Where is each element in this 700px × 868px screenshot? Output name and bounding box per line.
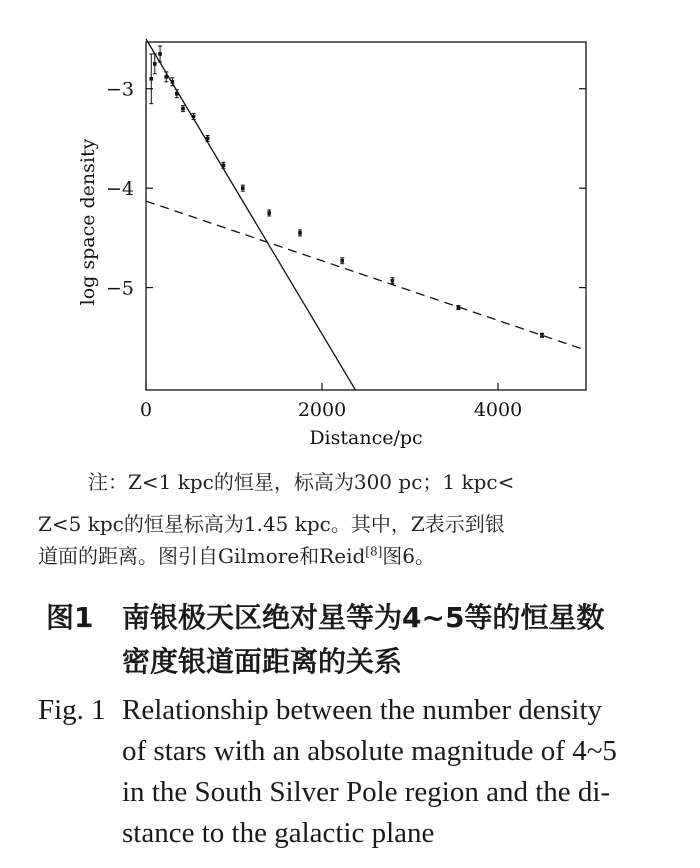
reference-mark: [8]: [365, 544, 383, 559]
caption-en-line-4: stance to the galactic plane: [122, 817, 435, 849]
x-axis-label: Distance/pc: [309, 427, 423, 449]
figure-note-line-1: 注：Z<1 kpc的恒星，标高为300 pc；1 kpc<: [88, 470, 515, 494]
data-point: [206, 137, 210, 141]
y-tick-label: −4: [105, 178, 134, 201]
data-point: [241, 186, 245, 190]
figure-label-en: Fig. 1: [38, 694, 106, 726]
x-tick-label: 4000: [473, 399, 523, 421]
data-point: [298, 231, 302, 235]
data-point: [340, 259, 344, 263]
x-axis-ticks: [140, 383, 522, 421]
data-point: [175, 92, 179, 96]
fit-lines: [146, 39, 586, 390]
y-tick-label: −5: [105, 277, 134, 300]
note-text: 道面的距离。图引自Gilmore和Reid: [38, 544, 366, 568]
data-point: [222, 163, 226, 167]
data-point: [540, 334, 544, 338]
data-point: [267, 211, 271, 215]
plot-frame: [146, 42, 586, 390]
y-axis-ticks: [106, 79, 586, 300]
data-point: [391, 279, 395, 283]
data-point: [158, 52, 162, 56]
note-text-end: 图6。: [382, 544, 435, 568]
data-points: [149, 46, 544, 337]
caption-en-line-2: of stars with an absolute magnitude of 4~5: [122, 735, 617, 767]
data-point: [149, 77, 153, 81]
y-axis-label: log space density: [77, 138, 99, 306]
data-point: [153, 62, 157, 66]
figure-note-line-3: [38, 540, 435, 569]
caption-en-line-1: Relationship between the number density: [122, 694, 603, 726]
figure-note-line-2: Z<5 kpc的恒星标高为1.45 kpc。其中，Z表示到银: [38, 512, 505, 536]
data-point: [181, 107, 185, 111]
x-tick-label: 2000: [297, 399, 347, 421]
y-tick-label: −3: [105, 78, 134, 101]
dashed-fit-line: [146, 201, 586, 350]
caption-cn-line-2: 密度银道面距离的关系: [122, 645, 403, 678]
data-point: [457, 306, 461, 310]
solid-fit-line: [146, 39, 355, 390]
data-point: [192, 115, 196, 119]
data-point: [171, 80, 175, 84]
caption-cn-line-1: 南银极天区绝对星等为4~5等的恒星数: [122, 601, 605, 634]
figure-label-cn: 图1: [46, 601, 94, 634]
caption-en-line-3: in the South Silver Pole region and the di-: [122, 776, 611, 808]
data-point: [164, 75, 168, 79]
x-tick-label: 0: [139, 399, 153, 421]
